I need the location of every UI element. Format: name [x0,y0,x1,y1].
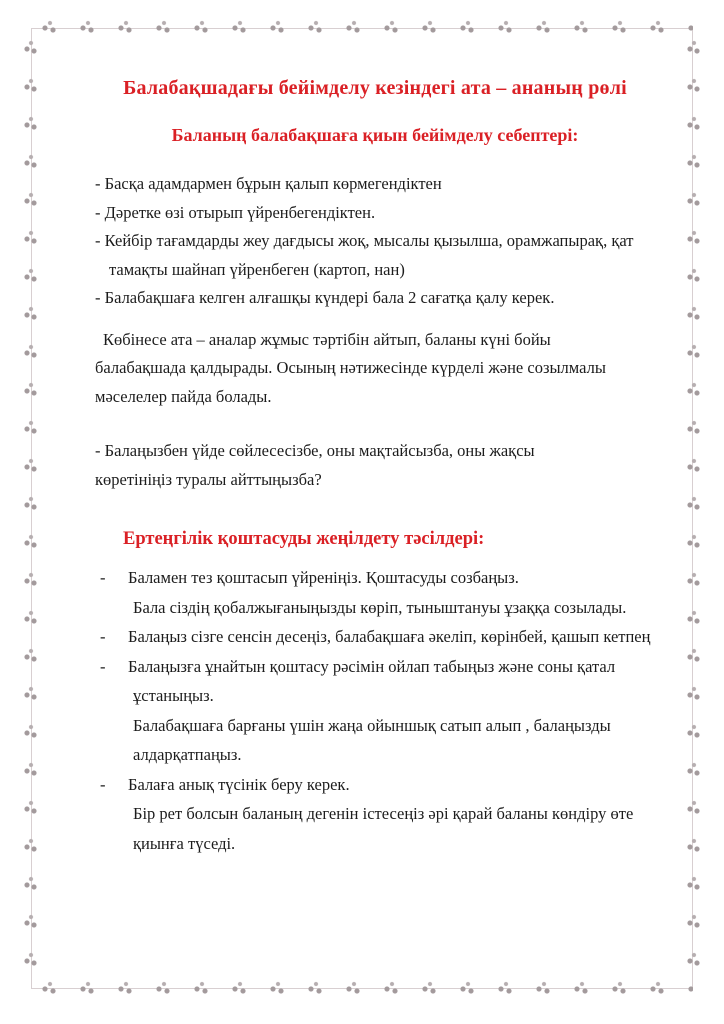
list-item [95,652,655,682]
list-item-continuation [95,829,655,859]
tips-list [95,563,655,858]
list-item: - Дәретке өзі отырып үйренбегендіктен. [95,202,376,222]
dash-bullet: - [100,774,106,794]
question-line: көретініңіз туралы айттыңызба? [95,469,322,489]
dash-bullet: - [100,568,106,587]
dash-bullet: - [100,627,106,646]
list-item-text: Бір рет болсын баланың дегенін істесеңіз әрі қарай баланы көндіру өте [133,804,634,823]
list-item-text: Балабақшаға барғаны үшін жаңа ойыншық сатып алып , балаңызды [133,715,611,735]
body-paragraph [95,326,655,412]
reasons-list [95,170,655,313]
list-item-text: Баламен тез қоштасып үйреніңіз. Қоштасуды созбаңыз. [128,568,519,587]
list-item-text: Бала сіздің қобалжығаныңызды көріп, тыныштануы ұзаққа созылады. [133,597,627,617]
list-item-text: Балаңызға ұнайтын қоштасу рәсімін ойлап табыңыз және соны қатал [128,656,616,676]
document-content [95,60,655,858]
list-item: - Басқа адамдармен бұрын қалып көрмегендіктен [95,174,442,193]
list-item-continuation: тамақты шайнап үйренбеген (картоп, нан) [109,259,405,279]
question-line: - Балаңызбен үйде сөйлесесізбе, оны мақтайсызба, оны жақсы [95,441,535,460]
dash-bullet: - [100,656,106,676]
list-item-text: алдарқатпаңыз. [133,745,242,764]
list-item-continuation [95,711,655,741]
list-item [95,622,655,652]
list-item: - Балабақшаға келген алғашқы күндері бала 2 сағатқа қалу керек. [95,288,555,307]
list-item-text: Балаңыз сізге сенсін десеңіз, балабақшаға әкеліп, көрінбей, қашып кетпең [128,627,651,646]
list-item-text: қиынға түседі. [133,833,236,853]
paragraph-line: Көбінесе ата – аналар жұмыс тәртібін айтып, баланы күні бойы [103,329,551,349]
list-item-text: Балаға анық түсінік беру керек. [128,774,350,794]
list-item: - Кейбір тағамдарды жеу дағдысы жоқ, мысалы қызылша, орамжапырақ, қат [95,231,634,250]
question-paragraph [95,437,655,494]
list-item-continuation [95,799,655,829]
page-title: Балабақшадағы бейімделу кезіндегі ата – ананың рөлі [123,77,627,99]
paragraph-line: балабақшада қалдырады. Осының нәтижесінде күрделі және созылмалы [95,358,606,377]
list-item-continuation [95,593,655,623]
section2-heading: Ертеңгілік қоштасуды жеңілдету тәсілдері: [123,529,485,549]
list-item-text: ұстаныңыз. [133,686,214,705]
section1-heading: Баланың балабақшаға қиын бейімделу себептері: [171,125,579,145]
list-item [95,770,655,800]
list-item-continuation [95,740,655,770]
paragraph-line: мәселелер пайда болады. [95,386,272,406]
list-item-continuation [95,681,655,711]
list-item [95,563,655,593]
